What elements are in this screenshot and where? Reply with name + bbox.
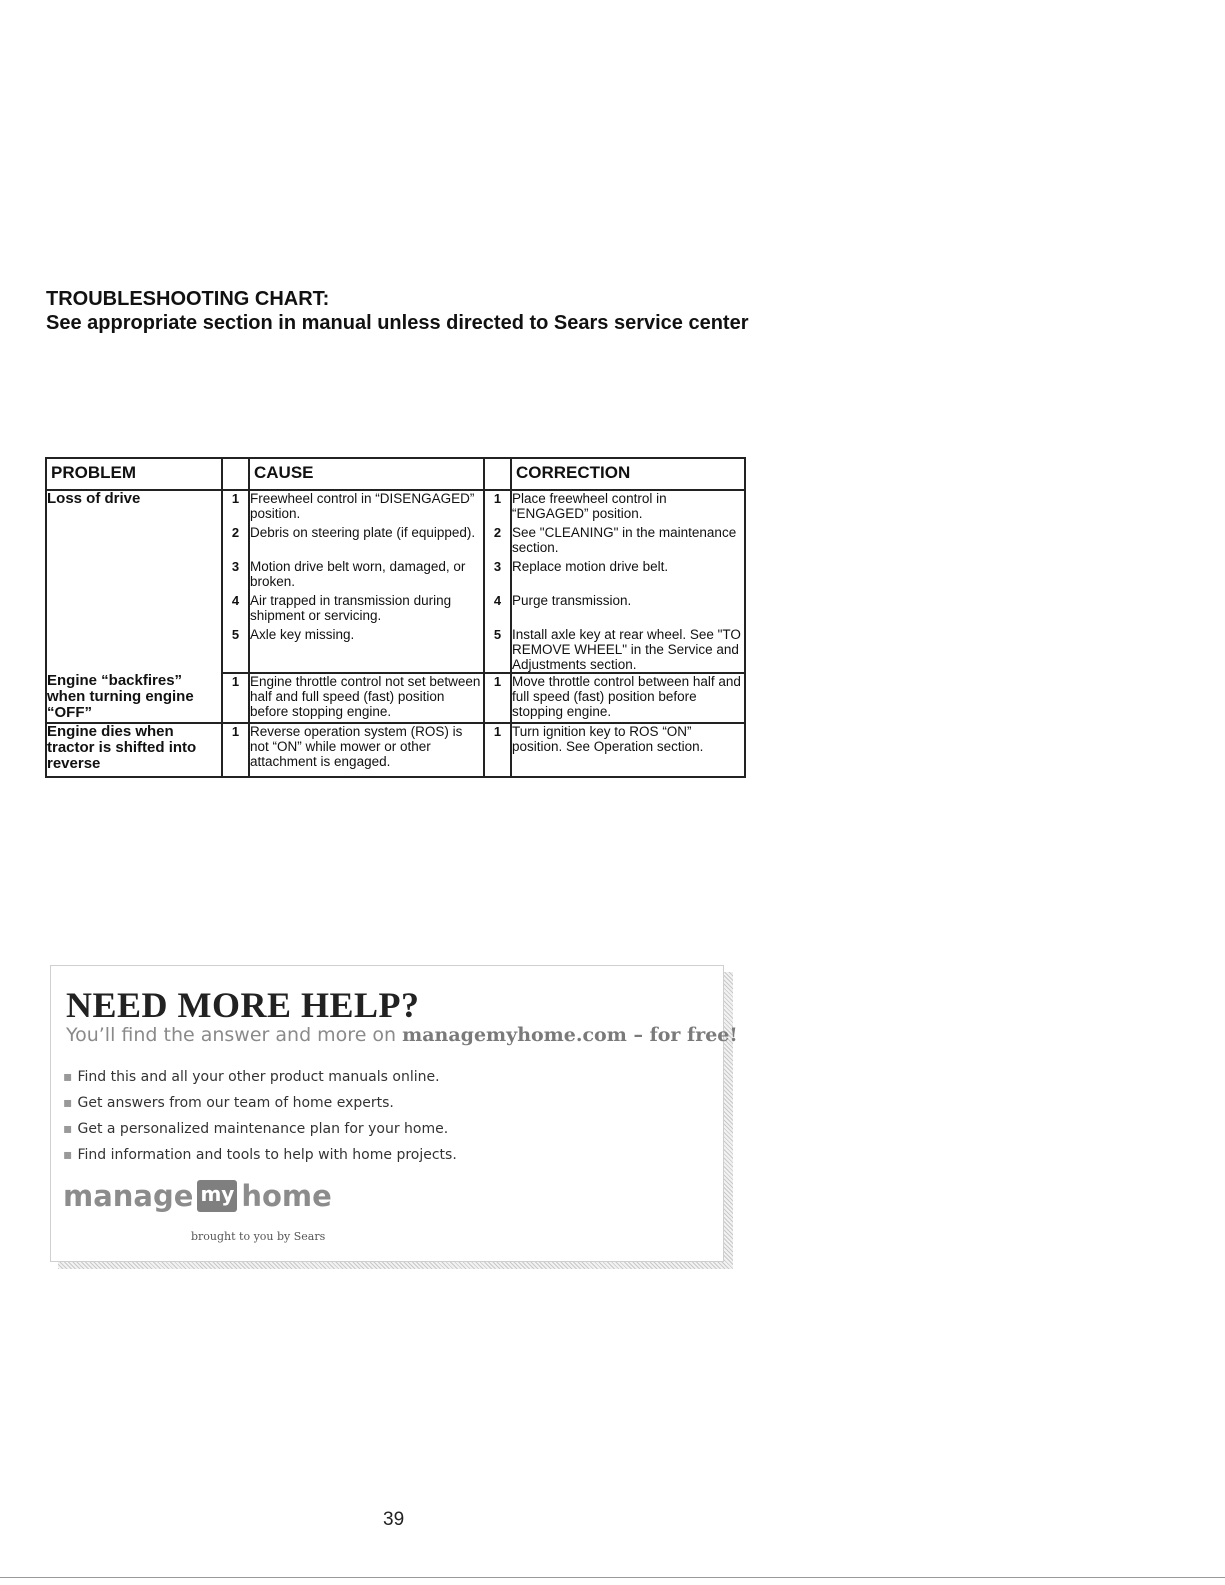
cause-cell: Engine throttle control not set between half and full speed (fast) position before stopping engine. [249, 673, 484, 723]
logo-home: home [241, 1179, 332, 1213]
chart-subtitle: See appropriate section in manual unless directed to Sears service center [46, 312, 749, 334]
logo-manage: manage [63, 1179, 194, 1213]
cause-cell: Reverse operation system (ROS) is not “ON” while mower or other attachment is engaged. [249, 723, 484, 777]
header-num-blank [222, 458, 249, 490]
cause-number: 1 [222, 490, 249, 525]
managemyhome-logo [63, 1176, 332, 1216]
cause-number: 2 [222, 525, 249, 559]
help-box [50, 965, 738, 1262]
header-num-blank [484, 458, 511, 490]
correction-cell: Install axle key at rear wheel. See "TO REMOVE WHEEL" in the Service and Adjustments section. [511, 627, 745, 673]
cause-cell: Motion drive belt worn, damaged, or broken. [249, 559, 484, 593]
problem-cell: Engine dies when tractor is shifted into reverse [46, 723, 222, 777]
logo-my-badge: my [197, 1180, 237, 1212]
bottom-rule [0, 1577, 1225, 1578]
table-row [46, 490, 745, 525]
correction-number: 2 [484, 525, 511, 559]
chart-title: TROUBLESHOOTING CHART: [46, 288, 330, 310]
list-item [63, 1092, 457, 1118]
list-item [63, 1118, 457, 1144]
help-title: NEED MORE HELP? [66, 985, 420, 1025]
troubleshooting-table [45, 457, 746, 778]
cause-number: 1 [222, 673, 249, 723]
list-item [63, 1144, 457, 1170]
bullet-icon: ▪ [63, 1121, 73, 1137]
bullet-text: Get a personalized maintenance plan for your home. [77, 1121, 449, 1137]
help-tagline [66, 1024, 738, 1046]
correction-number: 4 [484, 593, 511, 627]
tagline-text: You’ll find the answer and more on [66, 1024, 403, 1046]
page-number: 39 [383, 1509, 405, 1530]
cause-number: 3 [222, 559, 249, 593]
header-cause: CAUSE [249, 458, 484, 490]
correction-number: 3 [484, 559, 511, 593]
bullet-icon: ▪ [63, 1069, 73, 1085]
problem-cell: Loss of drive [46, 490, 222, 673]
bullet-text: Get answers from our team of home experts. [77, 1095, 394, 1111]
table-header-row [46, 458, 745, 490]
bullet-text: Find information and tools to help with home projects. [77, 1147, 457, 1163]
cause-number: 1 [222, 723, 249, 777]
correction-cell: Replace motion drive belt. [511, 559, 745, 593]
correction-cell: Purge transmission. [511, 593, 745, 627]
bullet-icon: ▪ [63, 1095, 73, 1111]
bullet-text: Find this and all your other product manuals online. [77, 1069, 440, 1085]
correction-number: 1 [484, 490, 511, 525]
cause-cell: Debris on steering plate (if equipped). [249, 525, 484, 559]
correction-cell: Move throttle control between half and full speed (fast) position before stopping engine. [511, 673, 745, 723]
header-correction: CORRECTION [511, 458, 745, 490]
correction-number: 1 [484, 723, 511, 777]
brought-by-sears: brought to you by Sears [191, 1230, 326, 1243]
managemyhome-link[interactable]: managemyhome.com – for free! [402, 1024, 738, 1046]
help-bullet-list [63, 1066, 457, 1170]
table-row [46, 723, 745, 777]
correction-number: 1 [484, 673, 511, 723]
correction-number: 5 [484, 627, 511, 673]
table-row [46, 673, 745, 723]
problem-cell: Engine “backfires” when turning engine “OFF” [46, 673, 222, 723]
box-shadow [58, 1261, 733, 1269]
cause-cell: Air trapped in transmission during shipment or servicing. [249, 593, 484, 627]
cause-cell: Axle key missing. [249, 627, 484, 673]
correction-cell: See "CLEANING" in the maintenance section. [511, 525, 745, 559]
list-item [63, 1066, 457, 1092]
cause-number: 4 [222, 593, 249, 627]
cause-number: 5 [222, 627, 249, 673]
correction-cell: Place freewheel control in “ENGAGED” position. [511, 490, 745, 525]
cause-cell: Freewheel control in “DISENGAGED” position. [249, 490, 484, 525]
box-shadow [723, 972, 733, 1268]
header-problem: PROBLEM [46, 458, 222, 490]
bullet-icon: ▪ [63, 1147, 73, 1163]
correction-cell: Turn ignition key to ROS “ON” position. See Operation section. [511, 723, 745, 777]
